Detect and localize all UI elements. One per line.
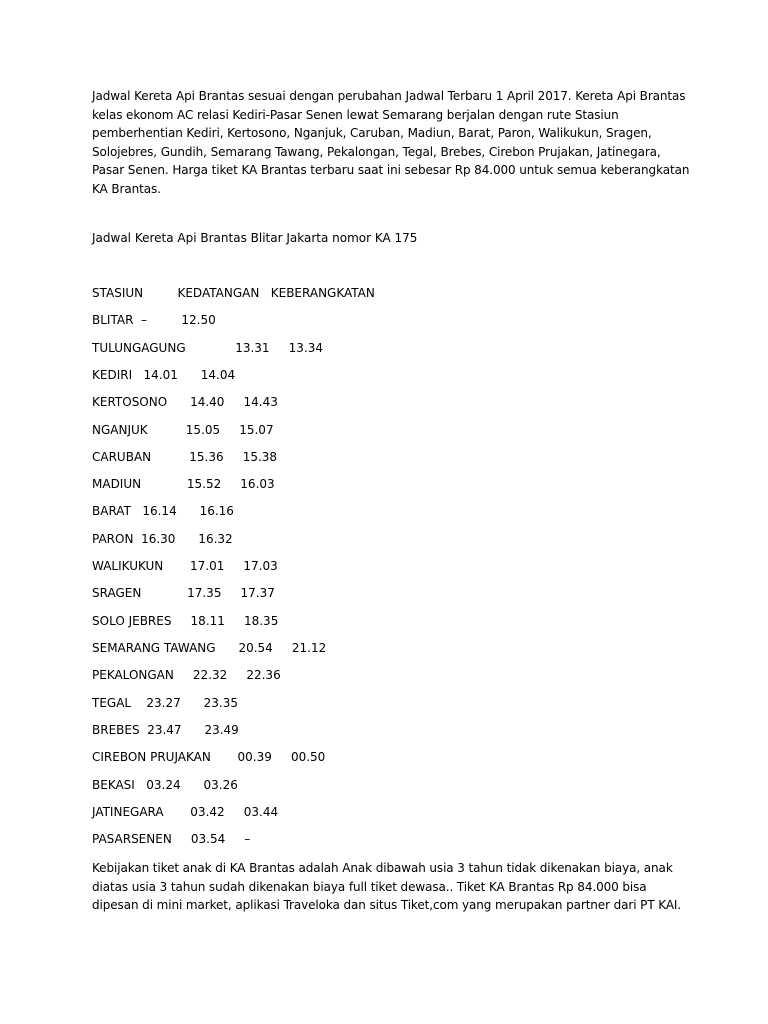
schedule-title: Jadwal Kereta Api Brantas Blitar Jakarta nomor KA 175 xyxy=(92,231,418,245)
closing-paragraph: Kebijakan tiket anak di KA Brantas adalah Anak dibawah usia 3 tahun tidak dikenakan biaya, anak diatas usia 3 tahun sudah dikenakan biaya full tiket dewasa.. Tiket KA Brantas Rp 84.000 bisa dipesan di mini market, aplikasi Traveloka dan situs Tiket,com yang merupakan partner dari PT KAI. xyxy=(92,861,682,912)
schedule-row: TEGAL 23.27 23.35 xyxy=(92,696,238,710)
schedule-row: TULUNGAGUNG 13.31 13.34 xyxy=(92,341,323,355)
schedule-row: MADIUN 15.52 16.03 xyxy=(92,477,275,491)
schedule-row: NGANJUK 15.05 15.07 xyxy=(92,423,274,437)
schedule-row: BARAT 16.14 16.16 xyxy=(92,504,234,518)
schedule-row: KEDIRI 14.01 14.04 xyxy=(92,368,236,382)
schedule-row: JATINEGARA 03.42 03.44 xyxy=(92,805,279,819)
schedule-row: CARUBAN 15.36 15.38 xyxy=(92,450,278,464)
schedule-row: BLITAR – 12.50 xyxy=(92,313,216,327)
schedule-row: WALIKUKUN 17.01 17.03 xyxy=(92,559,278,573)
schedule-row: SOLO JEBRES 18.11 18.35 xyxy=(92,614,279,628)
schedule-row: CIREBON PRUJAKAN 00.39 00.50 xyxy=(92,750,326,764)
schedule-row: PARON 16.30 16.32 xyxy=(92,532,233,546)
schedule-row: KERTOSONO 14.40 14.43 xyxy=(92,395,278,409)
schedule-row: PEKALONGAN 22.32 22.36 xyxy=(92,668,281,682)
schedule-row: BREBES 23.47 23.49 xyxy=(92,723,239,737)
schedule-row: SEMARANG TAWANG 20.54 21.12 xyxy=(92,641,327,655)
schedule-header-row: STASIUN KEDATANGAN KEBERANGKATAN xyxy=(92,286,375,300)
intro-paragraph: Jadwal Kereta Api Brantas sesuai dengan perubahan Jadwal Terbaru 1 April 2017. Kereta Api Brantas kelas ekonom AC relasi Kediri-Pasar Senen lewat Semarang berjalan dengan rute Stasiun pemberhentian Kediri, Kertosono, Nganjuk, Caruban, Madiun, Barat, Paron, Walikukun, Sragen, Solojebres, Gundih, Semarang Tawang, Pekalongan, Tegal, Brebes, Cirebon Prujakan, Jatinegara, Pasar Senen. Harga tiket KA Brantas terbaru saat ini sebesar Rp 84.000 untuk semua keberangkatan KA Brantas. xyxy=(92,89,690,196)
schedule-row: SRAGEN 17.35 17.37 xyxy=(92,586,275,600)
schedule-row: PASARSENEN 03.54 – xyxy=(92,832,251,846)
schedule-row: BEKASI 03.24 03.26 xyxy=(92,778,238,792)
